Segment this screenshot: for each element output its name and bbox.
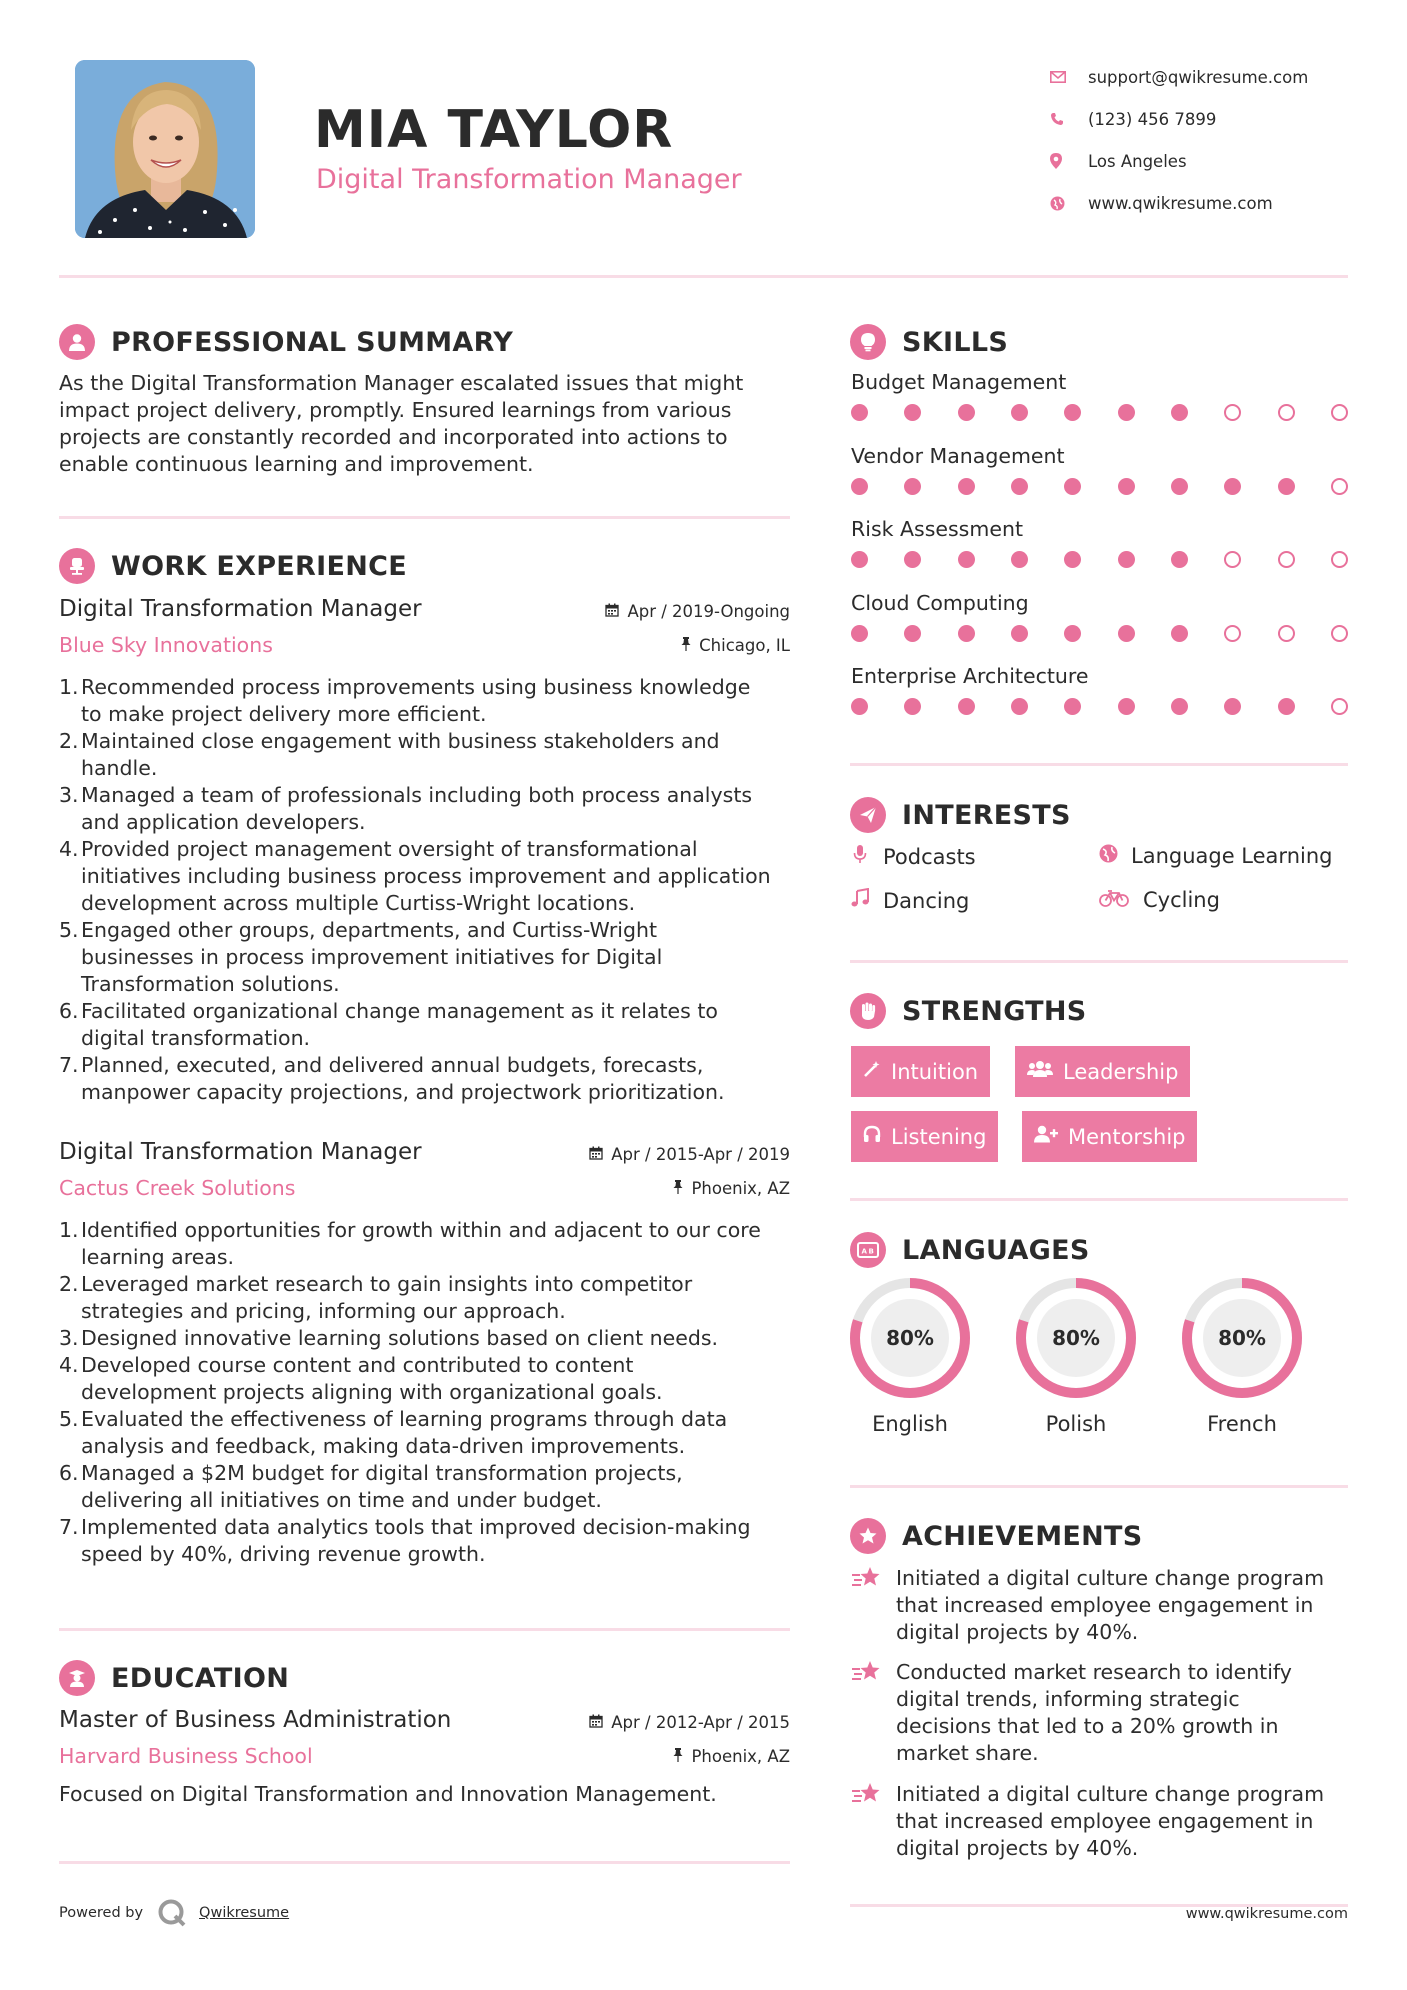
skill-dot-filled [958,551,975,568]
star-badge-icon [850,1518,886,1554]
skills-list [851,370,1351,738]
summary-text [59,370,799,478]
list-item [59,1052,790,1106]
interest-item [851,844,976,869]
item-number: 1. [59,1218,79,1242]
achievement-line: Initiated a digital culture change program [896,1566,1325,1590]
education-dates-text: Apr / 2012-Apr / 2015 [611,1713,790,1732]
job-dates-text: Apr / 2015-Apr / 2019 [611,1145,790,1164]
interest-item [1099,844,1332,868]
music-icon [851,888,869,913]
achievements-heading [850,1518,1143,1554]
languages-divider [850,1485,1348,1488]
education-dates [589,1713,790,1732]
achievement-line: digital projects by 40%. [896,1836,1139,1860]
skill-dot-filled [904,551,921,568]
skill-dot-filled [1171,698,1188,715]
achievement-line: that increased employee engagement in [896,1809,1314,1833]
magic-wand-icon [863,1060,881,1083]
skill-dot-filled [1011,625,1028,642]
skill-dot-filled [958,478,975,495]
item-line: Planned, executed, and delivered annual budgets, forecasts, [81,1053,704,1077]
job-entry [59,596,790,1106]
item-line: development projects aligning with organizational goals. [81,1380,663,1404]
languages-title: LANGUAGES [902,1234,1090,1266]
summary-line: impact project delivery, promptly. Ensured learnings from various [59,398,732,422]
achievement-text [896,1781,1324,1862]
achievement-line: digital projects by 40%. [896,1620,1139,1644]
id-card-icon [850,1232,886,1268]
list-item [59,1325,790,1352]
raised-fist-icon [850,993,886,1029]
skill-rating [851,625,1348,642]
item-number: 3. [59,1326,79,1350]
skill-rating [851,478,1348,495]
experience-divider [59,1628,790,1631]
calendar-icon [605,603,619,621]
skill-dot-filled [1224,698,1241,715]
language-ring [848,1276,972,1400]
skill-dot-empty [1278,404,1295,421]
contact-website[interactable] [1050,182,1370,224]
interest-item [1099,888,1220,912]
language-item [848,1276,972,1436]
item-text [81,1514,751,1568]
skill-dot-empty [1278,625,1295,642]
skill-dot-filled [1064,551,1081,568]
skill-name: Enterprise Architecture [851,664,1089,688]
strength-label: Listening [891,1124,987,1149]
skill-dot-filled [851,404,868,421]
language-percent: 80% [1218,1326,1266,1350]
item-line: learning areas. [81,1245,235,1269]
language-name: French [1207,1412,1277,1436]
interest-label: Podcasts [883,844,976,869]
job-responsibilities [59,674,790,1106]
list-item [59,674,790,728]
skills-heading [850,324,1008,360]
achievements-title: ACHIEVEMENTS [902,1520,1143,1552]
candidate-role: Digital Transformation Manager [316,164,742,195]
skill-rating [851,404,1348,421]
strength-tag [1015,1046,1190,1097]
language-item [1014,1276,1138,1436]
interest-label: Language Learning [1131,844,1333,868]
envelope-icon [1050,71,1088,83]
skill-dot-filled [1064,625,1081,642]
item-line: Identified opportunities for growth within and adjacent to our core [81,1218,761,1242]
item-number: 2. [59,729,79,753]
skill-dot-filled [851,698,868,715]
footer-website[interactable]: www.qwikresume.com [1185,1906,1348,1922]
skill-dot-filled [1011,551,1028,568]
contact-phone[interactable] [1050,98,1370,140]
item-text [81,1406,727,1460]
item-line: Facilitated organizational change management as it relates to [81,999,718,1023]
interests-heading [850,797,1071,833]
contact-block [1050,56,1370,224]
skills-divider [850,763,1348,766]
item-line: handle. [81,756,158,780]
education-description: Focused on Digital Transformation and Innovation Management. [59,1782,717,1806]
map-pin-icon [1050,153,1088,169]
lightbulb-icon [850,324,886,360]
pushpin-icon [673,1748,683,1766]
item-line: businesses in process improvement initiatives for Digital [81,945,663,969]
achievement-text [896,1565,1324,1646]
skill-dot-empty [1331,551,1348,568]
education-location [673,1747,790,1766]
skill-dot-filled [1064,404,1081,421]
skill-dot-empty [1224,404,1241,421]
list-item [59,1514,790,1568]
skill-item [851,591,1351,665]
globe-icon [1099,844,1117,868]
pushpin-icon [681,637,691,655]
skill-dot-filled [1278,698,1295,715]
skill-dot-filled [1118,551,1135,568]
list-item [59,1271,790,1325]
company-name: Blue Sky Innovations [59,633,273,657]
item-line: manpower capacity projections, and projectwork prioritization. [81,1080,725,1104]
strength-tag [851,1111,998,1162]
language-name: English [872,1412,948,1436]
skill-dot-filled [1064,478,1081,495]
skill-item [851,444,1351,518]
item-line: initiatives including business process improvement and application [81,864,771,888]
job-dates-text: Apr / 2019-Ongoing [627,602,790,621]
language-percent: 80% [1052,1326,1100,1350]
summary-divider [59,516,790,519]
skill-dot-filled [1171,551,1188,568]
strengths-heading [850,993,1087,1029]
item-line: analysis and feedback, making data-driven improvements. [81,1434,686,1458]
education-title: EDUCATION [111,1662,290,1694]
contact-email[interactable] [1050,56,1370,98]
skill-dot-filled [1118,404,1135,421]
item-line: Provided project management oversight of transformational [81,837,698,861]
candidate-name: MIA TAYLOR [314,100,674,160]
website-text: www.qwikresume.com [1088,193,1273,213]
item-number: 1. [59,675,79,699]
job-dates [605,602,790,621]
skill-dot-filled [904,698,921,715]
skill-dot-filled [1171,404,1188,421]
item-number: 5. [59,1407,79,1431]
skill-dot-filled [1278,478,1295,495]
item-line: to make project delivery more efficient. [81,702,487,726]
skill-dot-empty [1331,404,1348,421]
achievement-item [851,1781,1351,1862]
experience-heading [59,548,407,584]
item-line: Recommended process improvements using business knowledge [81,675,751,699]
achievement-item [851,1659,1351,1767]
company-name: Cactus Creek Solutions [59,1176,296,1200]
summary-line: As the Digital Transformation Manager escalated issues that might [59,371,744,395]
list-item [59,782,790,836]
item-line: speed by 40%, driving revenue growth. [81,1542,486,1566]
powered-by [59,1898,289,1928]
header-divider [59,275,1348,278]
item-number: 4. [59,1353,79,1377]
calendar-icon [589,1146,603,1164]
degree-title: Master of Business Administration [59,1707,452,1733]
interest-label: Dancing [883,888,970,913]
achievement-line: digital trends, informing strategic [896,1687,1240,1711]
strength-tag [1022,1111,1197,1162]
item-number: 2. [59,1272,79,1296]
skill-dot-filled [1118,698,1135,715]
skill-dot-filled [1224,478,1241,495]
item-text [81,1217,761,1271]
interest-label: Cycling [1143,888,1220,912]
item-text [81,836,771,917]
summary-title: PROFESSIONAL SUMMARY [111,326,514,358]
calendar-icon [589,1714,603,1732]
skill-item [851,664,1351,738]
graduate-icon [59,1660,95,1696]
achievement-line: Initiated a digital culture change program [896,1782,1325,1806]
skill-dot-filled [1171,478,1188,495]
skill-dot-filled [1011,404,1028,421]
skill-dot-filled [1064,698,1081,715]
shooting-star-icon [851,1565,896,1646]
list-item [59,917,790,998]
job-title: Digital Transformation Manager [59,1139,422,1165]
skill-dot-filled [851,551,868,568]
achievement-line: that increased employee engagement in [896,1593,1314,1617]
job-location [681,636,790,655]
list-item [59,1406,790,1460]
skill-rating [851,698,1348,715]
item-text [81,1052,725,1106]
strength-tag [851,1046,990,1097]
job-entry [59,1139,790,1568]
skill-dot-filled [1118,478,1135,495]
education-divider [59,1861,790,1864]
skill-dot-empty [1224,625,1241,642]
item-line: Managed a $2M budget for digital transformation projects, [81,1461,683,1485]
language-item [1180,1276,1304,1436]
education-location-text: Phoenix, AZ [691,1747,790,1766]
interests-title: INTERESTS [902,799,1071,831]
strengths-title: STRENGTHS [902,995,1087,1027]
item-line: Maintained close engagement with business stakeholders and [81,729,720,753]
item-number: 6. [59,1461,79,1485]
skill-dot-filled [904,625,921,642]
headphones-icon [863,1125,881,1148]
skill-dot-empty [1331,625,1348,642]
skill-name: Risk Assessment [851,517,1023,541]
skill-item [851,517,1351,591]
strength-label: Leadership [1063,1059,1179,1084]
item-number: 5. [59,918,79,942]
list-item [59,1352,790,1406]
skill-dot-filled [1011,698,1028,715]
item-line: Implemented data analytics tools that improved decision-making [81,1515,751,1539]
strength-label: Mentorship [1068,1124,1186,1149]
item-text [81,1460,683,1514]
qwikresume-logo-icon [157,1898,187,1928]
language-ring [1180,1276,1304,1400]
profile-photo [75,60,255,238]
svg-text:A: A [861,1247,867,1256]
microphone-icon [851,844,869,869]
item-line: development across multiple Curtiss-Wright locations. [81,891,636,915]
list-item [59,836,790,917]
summary-line: projects are constantly recorded and incorporated into actions to [59,425,728,449]
job-location-text: Chicago, IL [699,636,790,655]
phone-icon [1050,112,1088,126]
skill-name: Vendor Management [851,443,1065,468]
phone-text: (123) 456 7899 [1088,109,1217,129]
brand-link[interactable]: Qwikresume [199,1905,290,1921]
bicycle-icon [1099,889,1129,912]
item-text [81,917,662,998]
office-chair-icon [59,548,95,584]
skill-dot-empty [1331,698,1348,715]
shooting-star-icon [851,1781,896,1862]
item-number: 7. [59,1053,79,1077]
achievement-item [851,1565,1351,1646]
interest-item [851,888,969,913]
skill-item [851,370,1351,444]
language-percent: 80% [886,1326,934,1350]
skill-name: Budget Management [851,370,1067,394]
item-line: Designed innovative learning solutions based on client needs. [81,1326,719,1350]
skill-dot-filled [851,478,868,495]
achievement-line: market share. [896,1741,1039,1765]
list-item [59,728,790,782]
education-heading [59,1660,289,1696]
item-text [81,1325,718,1352]
skill-dot-empty [1224,551,1241,568]
users-icon [1027,1060,1053,1083]
contact-location [1050,140,1370,182]
job-location [673,1179,790,1198]
skill-dot-filled [1171,625,1188,642]
location-text: Los Angeles [1088,151,1187,171]
summary-heading [59,324,513,360]
item-number: 4. [59,837,79,861]
list-item [59,1217,790,1271]
education-entry [59,1707,790,1771]
skill-dot-empty [1331,478,1348,495]
skill-dot-filled [958,404,975,421]
skill-dot-filled [958,625,975,642]
job-location-text: Phoenix, AZ [691,1179,790,1198]
item-text [81,1352,663,1406]
item-text [81,998,718,1052]
item-line: Managed a team of professionals including both process analysts [81,783,753,807]
svg-text:B: B [868,1247,874,1256]
job-title: Digital Transformation Manager [59,596,422,622]
achievement-line: decisions that led to a 20% growth in [896,1714,1279,1738]
skill-name: Cloud Computing [851,590,1029,615]
user-icon [59,324,95,360]
shooting-star-icon [851,1659,896,1767]
list-item [59,998,790,1052]
school-name: Harvard Business School [59,1744,313,1768]
skill-dot-empty [1278,551,1295,568]
job-responsibilities [59,1217,790,1568]
item-line: strategies and pricing, informing our approach. [81,1299,566,1323]
item-line: Leveraged market research to gain insights into competitor [81,1272,693,1296]
skills-title: SKILLS [902,326,1009,358]
skill-dot-filled [851,625,868,642]
languages-heading [850,1232,1090,1268]
item-text [81,674,750,728]
item-line: Engaged other groups, departments, and Curtiss-Wright [81,918,658,942]
skill-dot-filled [1118,625,1135,642]
job-dates [589,1145,790,1164]
list-item [59,1460,790,1514]
item-line: Transformation solutions. [81,972,340,996]
item-number: 7. [59,1515,79,1539]
item-line: Developed course content and contributed to content [81,1353,634,1377]
item-text [81,1271,692,1325]
skill-rating [851,551,1348,568]
skill-dot-filled [1011,478,1028,495]
experience-title: WORK EXPERIENCE [111,550,407,582]
globe-icon [1050,196,1088,211]
item-text [81,728,720,782]
language-name: Polish [1045,1412,1107,1436]
achievement-line: Conducted market research to identify [896,1660,1292,1684]
item-number: 6. [59,999,79,1023]
item-text [81,782,752,836]
item-number: 3. [59,783,79,807]
pushpin-icon [673,1180,683,1198]
item-line: and application developers. [81,810,366,834]
item-line: delivering all initiatives on time and under budget. [81,1488,602,1512]
user-plus-icon [1034,1125,1058,1148]
skill-dot-filled [904,404,921,421]
paper-plane-icon [850,797,886,833]
skill-dot-filled [904,478,921,495]
summary-line: enable continuous learning and improvement. [59,452,534,476]
skill-dot-filled [958,698,975,715]
interests-divider [850,960,1348,963]
powered-by-label: Powered by [59,1905,144,1921]
achievement-text [896,1659,1292,1767]
item-line: Evaluated the effectiveness of learning programs through data [81,1407,728,1431]
email-text: support@qwikresume.com [1088,67,1309,87]
item-line: digital transformation. [81,1026,311,1050]
language-ring [1014,1276,1138,1400]
strengths-divider [850,1198,1348,1201]
strength-label: Intuition [891,1059,979,1084]
